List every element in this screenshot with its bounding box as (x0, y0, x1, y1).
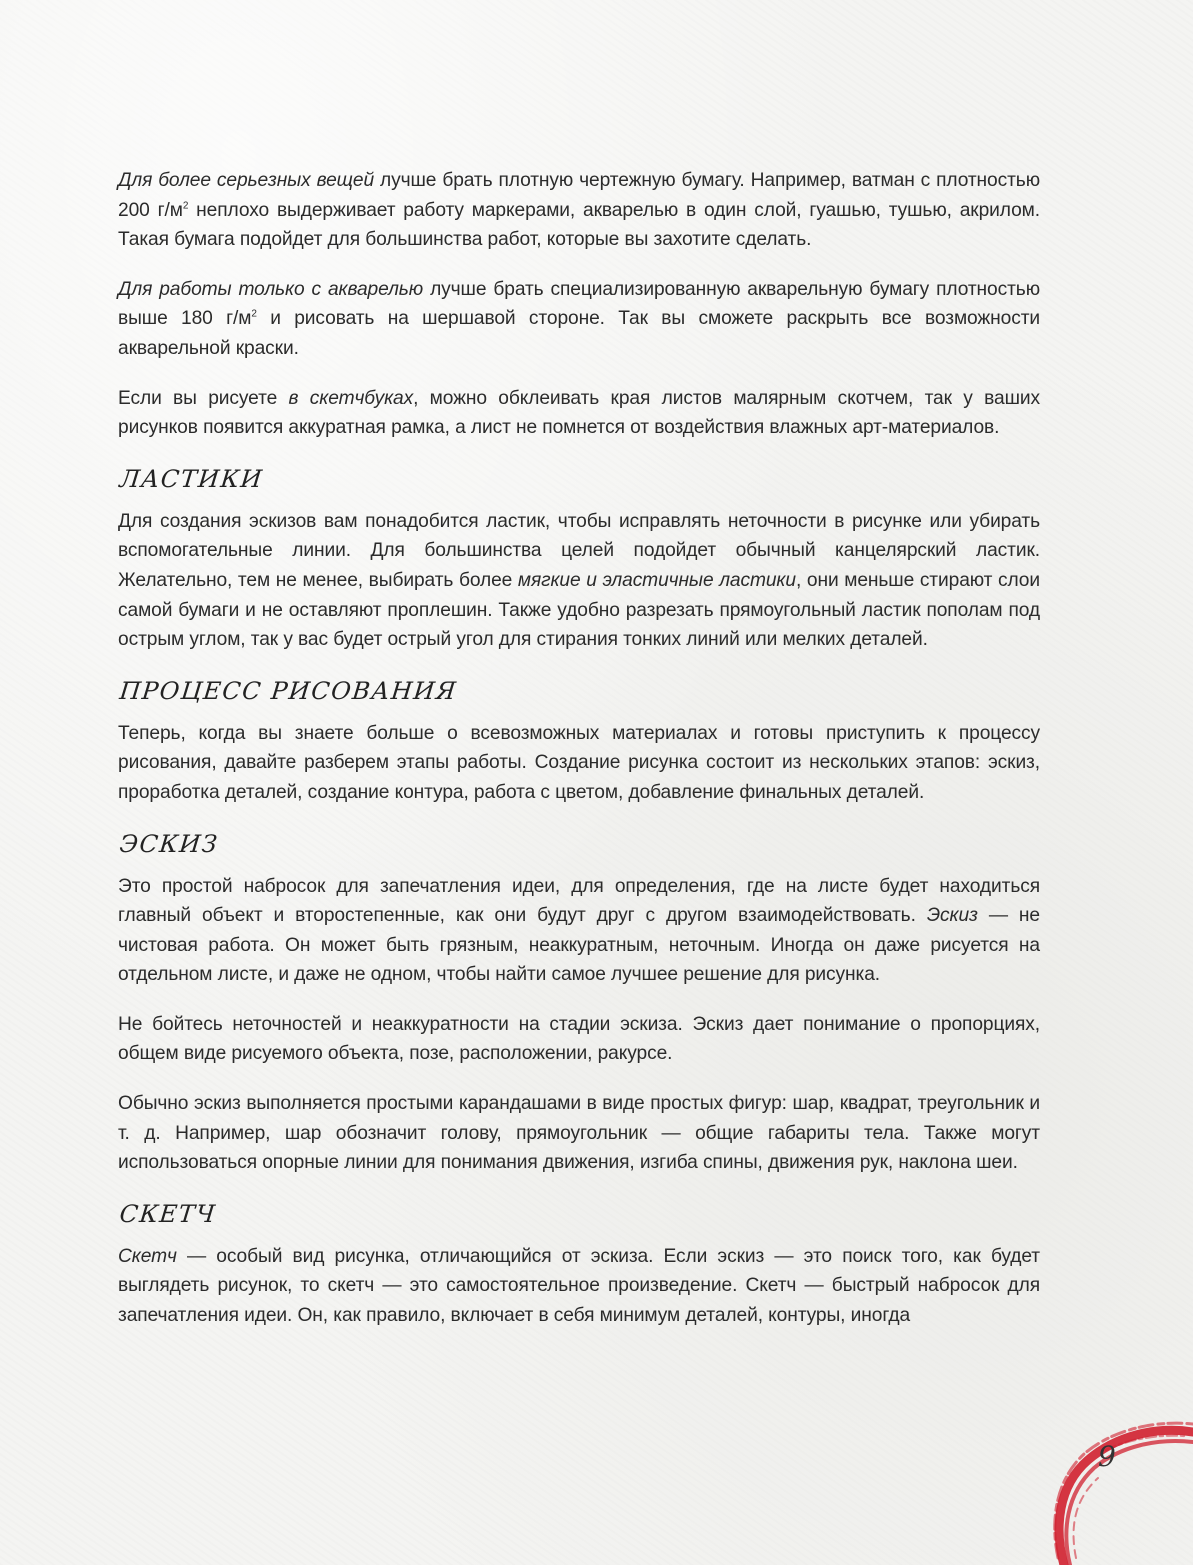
page-number: 9 (1098, 1440, 1116, 1473)
paragraph-text: и рисовать на шершавой стороне. Так вы сможете раскрыть все возможности акварельной краски. (118, 308, 1041, 359)
paragraph-sketch (118, 1242, 1040, 1331)
page-content (118, 166, 1040, 1351)
paragraph-paper-watercolor (118, 275, 1040, 364)
paragraph-text: лучше брать плотную чертежную бумагу. Например, ватман с плотностью 200 г/м (118, 170, 1040, 221)
brush-circle-decoration (1036, 1408, 1193, 1565)
paragraph-sketch-draft (118, 872, 1040, 990)
paragraph-text: — не чистовая работа. Он может быть грязным, неаккуратным, неточным. Иногда он даже рисуется на отдельном листе, и даже не одном, чтобы найти самое лучшее решение для рисунка. (118, 905, 1041, 986)
paragraph-text: Это простой набросок для запечатления идеи, для определения, где на листе будет находиться главный объект и второстепенные, как они будут друг с другом взаимодействовать. (118, 875, 1040, 927)
paragraph-erasers (118, 507, 1040, 655)
paragraph-inaccuracies (118, 1010, 1040, 1069)
heading-sketch-draft: ЭСКИЗ (118, 829, 220, 858)
paragraph-text: Обычно эскиз выполняется простыми карандашами в виде простых фигур: шар, квадрат, треугольник и т. д. Например, шар обозначит голову, прямоугольник — общие габариты тела. Также могут использоваться опорные линии для понимания движения, изгиба спины, движения рук, наклона шеи. (118, 1093, 1040, 1174)
emphasis-text: в скетчбуках (288, 387, 414, 409)
brush-stroke-icon (1036, 1408, 1193, 1565)
heading-erasers: ЛАСТИКИ (118, 464, 265, 493)
emphasis-text: Скетч (118, 1245, 177, 1267)
paragraph-text: лучше брать специализированную акварельную бумагу плотностью выше 180 г/м (118, 278, 1040, 330)
paragraph-drawing-process (118, 719, 1040, 808)
paragraph-text: Не бойтесь неточностей и неаккуратности на стадии эскиза. Эскиз дает понимание о пропорциях, общем виде рисуемого объекта, позе, расположении, ракурсе. (118, 1013, 1040, 1065)
emphasis-text: Для работы только с акварелью (118, 278, 424, 300)
paragraph-text: , они меньше стирают слои самой бумаги и не оставляют проплешин. Также удобно разрезать прямоугольный ластик пополам под острым углом, так у вас будет острый угол для стирания тонких линий или мелких деталей. (118, 569, 1040, 651)
paragraph-simple-shapes (118, 1089, 1040, 1178)
heading-sketch: СКЕТЧ (118, 1199, 218, 1228)
superscript: 2 (251, 308, 257, 320)
paragraph-sketchbooks (118, 384, 1040, 443)
paragraph-text: Для создания эскизов вам понадобится ластик, чтобы исправлять неточности в рисунке или убирать вспомогательные линии. Для большинства целей подойдет обычный канцелярский ластик. Желательно, тем не менее, выбирать более (118, 510, 1040, 591)
paragraph-paper-thick (118, 166, 1040, 255)
heading-drawing-process: ПРОЦЕСС РИСОВАНИЯ (118, 676, 459, 705)
emphasis-text: Для более серьезных вещей (118, 170, 375, 191)
paragraph-text: — особый вид рисунка, отличающийся от эскиза. Если эскиз — это поиск того, как будет выглядеть рисунок, то скетч — это самостоятельное произведение. Скетч — быстрый набросок для запечатления идеи. Он, как правило, включает в себя минимум деталей, контуры, иногда (118, 1245, 1040, 1327)
paragraph-text: , можно обклеивать края листов малярным скотчем, так у ваших рисунков появится аккуратная рамка, а лист не помнется от воздействия влажных арт-материалов. (118, 387, 1040, 439)
paragraph-text: неплохо выдерживает работу маркерами, акварелью в один слой, гуашью, тушью, акрилом. Такая бумага подойдет для большинства работ, которые вы захотите сделать. (118, 199, 1040, 251)
emphasis-text: Эскиз (926, 905, 978, 927)
superscript: 2 (182, 200, 189, 212)
paragraph-text: Теперь, когда вы знаете больше о всевозможных материалах и готовы приступить к процессу рисования, давайте разберем этапы работы. Создание рисунка состоит из нескольких этапов: эскиз, проработка деталей, создание контура, работа с цветом, добавление финальных деталей. (118, 722, 1040, 803)
emphasis-text: мягкие и эластичные ластики (517, 569, 796, 591)
paragraph-text: Если вы рисуете (118, 387, 289, 409)
